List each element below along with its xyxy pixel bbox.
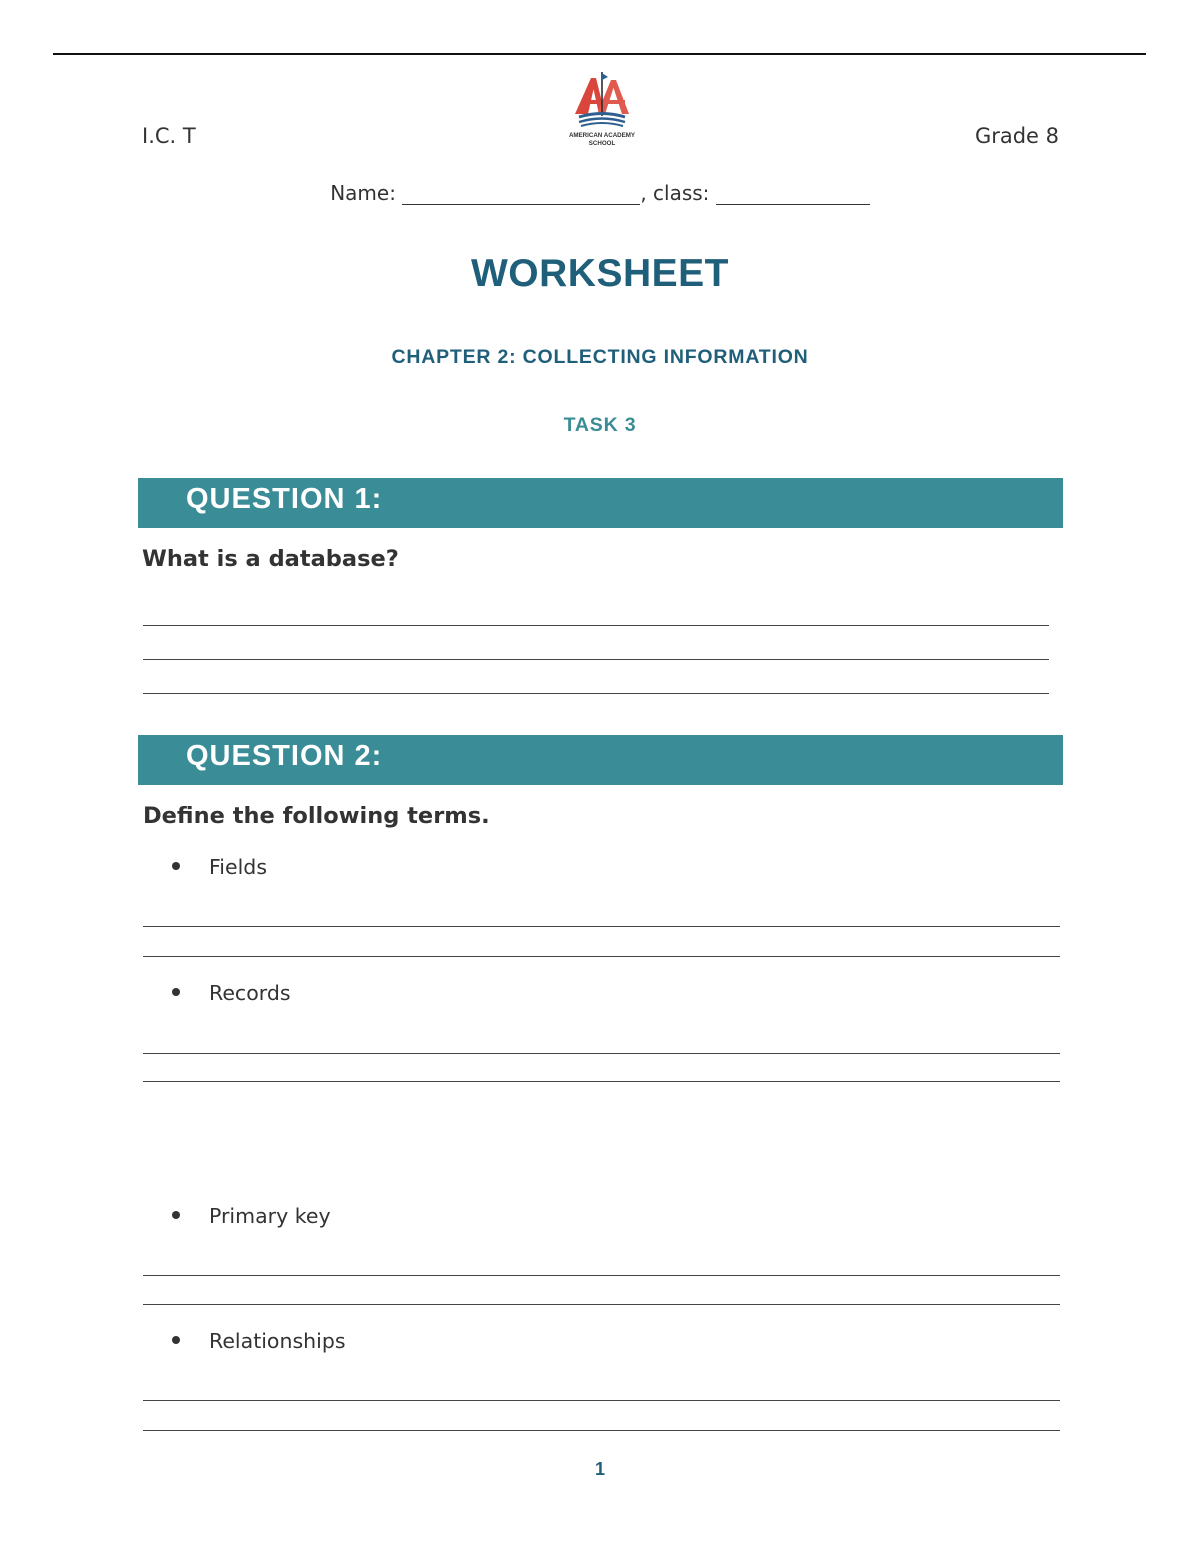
- bullet-icon: [172, 862, 180, 870]
- class-label: , class:: [640, 181, 710, 205]
- answer-line[interactable]: [143, 1081, 1060, 1082]
- top-rule: [53, 53, 1146, 55]
- subject-label: I.C. T: [142, 124, 196, 148]
- term-label: Records: [209, 981, 291, 1005]
- answer-line[interactable]: [143, 625, 1049, 626]
- answer-line[interactable]: [143, 1053, 1060, 1054]
- answer-line[interactable]: [143, 659, 1049, 660]
- answer-line[interactable]: [143, 926, 1060, 927]
- question-2-heading: QUESTION 2:: [186, 740, 383, 772]
- term-label: Primary key: [209, 1204, 331, 1228]
- question-2-banner: [138, 735, 1063, 785]
- school-logo: [561, 70, 643, 150]
- answer-line[interactable]: [143, 693, 1049, 694]
- bullet-icon: [172, 1211, 180, 1219]
- answer-line[interactable]: [143, 1304, 1060, 1305]
- name-field[interactable]: [402, 182, 640, 205]
- task-heading: TASK 3: [563, 414, 637, 436]
- bullet-icon: [172, 988, 180, 996]
- term-item-fields: [172, 855, 267, 879]
- worksheet-title: WORKSHEET: [471, 252, 729, 295]
- term-item-records: [172, 981, 291, 1005]
- student-info-line: [0, 181, 1200, 205]
- question-2-prompt: Define the following terms.: [143, 803, 490, 829]
- term-label: Relationships: [209, 1329, 346, 1353]
- bullet-icon: [172, 1336, 180, 1344]
- logo-caption-2: SCHOOL: [588, 140, 616, 147]
- term-label: Fields: [209, 855, 267, 879]
- page-number: 1: [594, 1459, 605, 1479]
- question-1-prompt: What is a database?: [142, 546, 399, 572]
- question-1-banner: [138, 478, 1063, 528]
- chapter-heading: CHAPTER 2: COLLECTING INFORMATION: [391, 346, 809, 368]
- term-item-primary-key: [172, 1204, 331, 1228]
- term-item-relationships: [172, 1329, 346, 1353]
- answer-line[interactable]: [143, 1400, 1060, 1401]
- answer-line[interactable]: [143, 956, 1060, 957]
- name-label: Name:: [330, 181, 396, 205]
- answer-line[interactable]: [143, 1275, 1060, 1276]
- question-1-heading: QUESTION 1:: [186, 483, 383, 515]
- answer-line[interactable]: [143, 1430, 1060, 1431]
- class-field[interactable]: [716, 182, 870, 205]
- logo-caption-1: AMERICAN ACADEMY: [568, 132, 636, 139]
- grade-label: Grade 8: [974, 124, 1059, 148]
- school-logo-icon: [561, 70, 643, 150]
